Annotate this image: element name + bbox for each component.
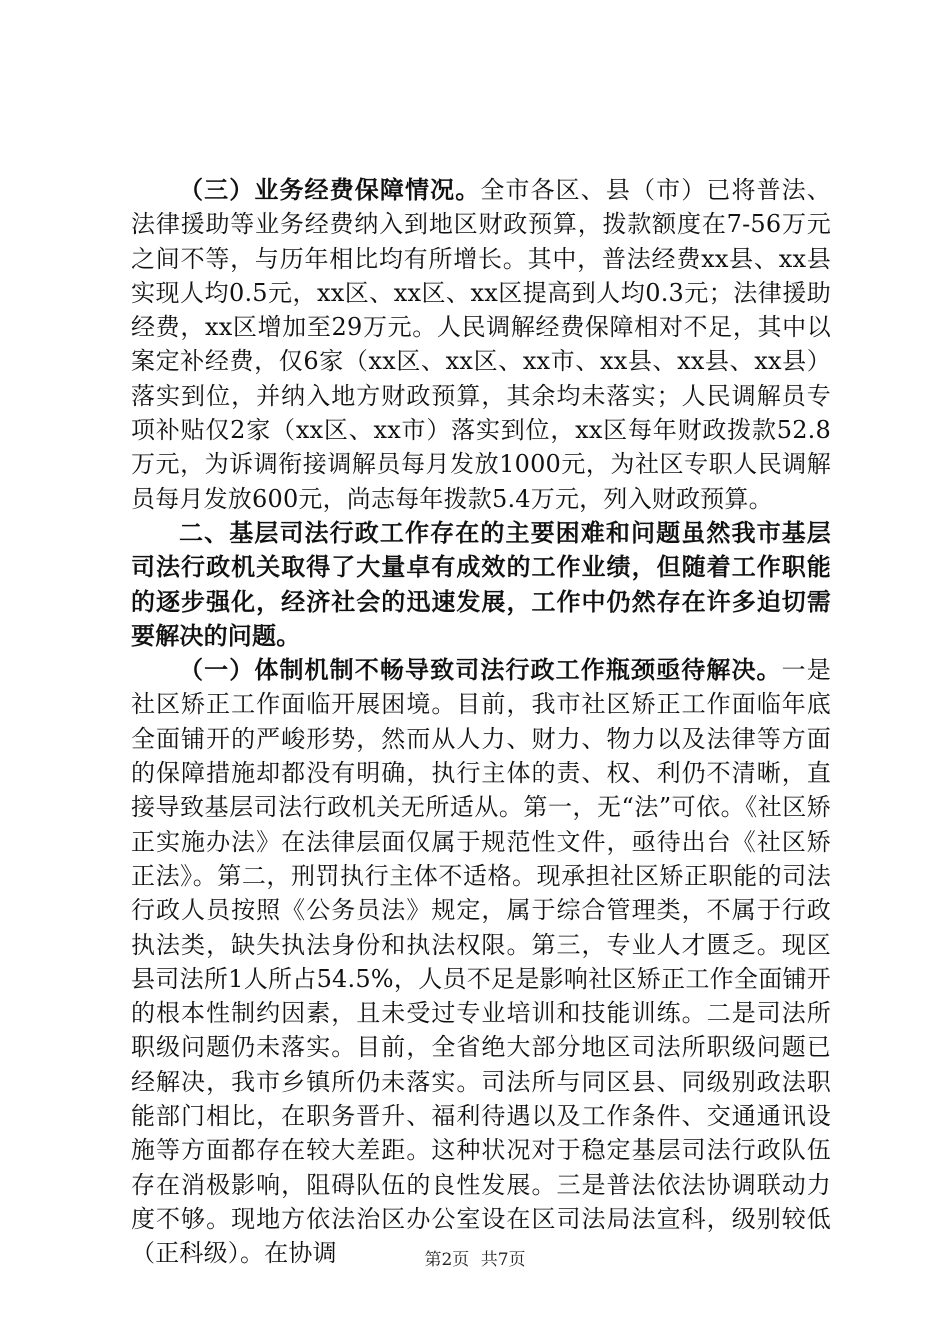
paragraph-heading: （一）体制机制不畅导致司法行政工作瓶颈亟待解决。 xyxy=(179,656,782,685)
section-heading-problems xyxy=(131,516,831,653)
paragraph-text: 全市各区、县（市）已将普法、法律援助等业务经费纳入到地区财政预算，拨款额度在7-56万元之间不等，与历年相比均有所增长。其中，普法经费xx县、xx县实现人均0.5元，xx区、xx区、xx区提高到人均0.3元；法律援助经费，xx区增加至29万元。人民调解经费保障相对不足，其中以案定补经费，仅6家（xx区、xx区、xx市、xx县、xx县、xx县）落实到位，并纳入地方财政预算，其余均未落实；人民调解员专项补贴仅2家（xx区、xx市）落实到位，xx区每年财政拨款52.8万元，为诉调衔接调解员每月发放1000元，为社区专职人民调解员每月发放600元，尚志每年拨款5.4万元，列入财政预算。 xyxy=(131,176,831,513)
page-number: 第2页 xyxy=(424,1250,470,1270)
paragraph-heading: （三）业务经费保障情况。 xyxy=(179,176,481,204)
document-body xyxy=(131,173,831,1271)
paragraph-funding xyxy=(131,173,831,516)
page-total: 共7页 xyxy=(480,1250,526,1270)
page-footer xyxy=(0,1245,950,1270)
paragraph-text: 一是社区矫正工作面临开展困境。目前，我市社区矫正工作面临年底全面铺开的严峻形势，然而从人力、财力、物力以及法律等方面的保障措施却都没有明确，执行主体的责、权、利仍不清晰，直接导致基层司法行政机关无所适从。第一，无“法”可依。《社区矫正实施办法》在法律层面仅属于规范性文件，亟待出台《社区矫正法》。第二，刑罚执行主体不适格。现承担社区矫正职能的司法行政人员按照《公务员法》规定，属于综合管理类，不属于行政执法类，缺失执法身份和执法权限。第三，专业人才匮乏。现区县司法所1人所占54.5%，人员不足是影响社区矫正工作全面铺开的根本性制约因素，且未受过专业培训和技能训练。二是司法所职级问题仍未落实。目前，全省绝大部分地区司法所职级问题已经解决，我市乡镇所仍未落实。司法所与同区县、同级别政法职能部门相比，在职务晋升、福利待遇以及工作条件、交通通讯设施等方面都存在较大差距。这种状况对于稳定基层司法行政队伍存在消极影响，阻碍队伍的良性发展。三是普法依法协调联动力度不够。现地方依法治区办公室设在区司法局法宣科，级别较低（正科级）。在协调 xyxy=(131,656,831,1268)
paragraph-institutions xyxy=(131,653,831,1270)
section-heading-text: 二、基层司法行政工作存在的主要困难和问题虽然我市基层司法行政机关取得了大量卓有成效的工作业绩，但随着工作职能的逐步强化，经济社会的迅速发展，工作中仍然存在许多迫切需要解决的问题。 xyxy=(131,518,831,650)
